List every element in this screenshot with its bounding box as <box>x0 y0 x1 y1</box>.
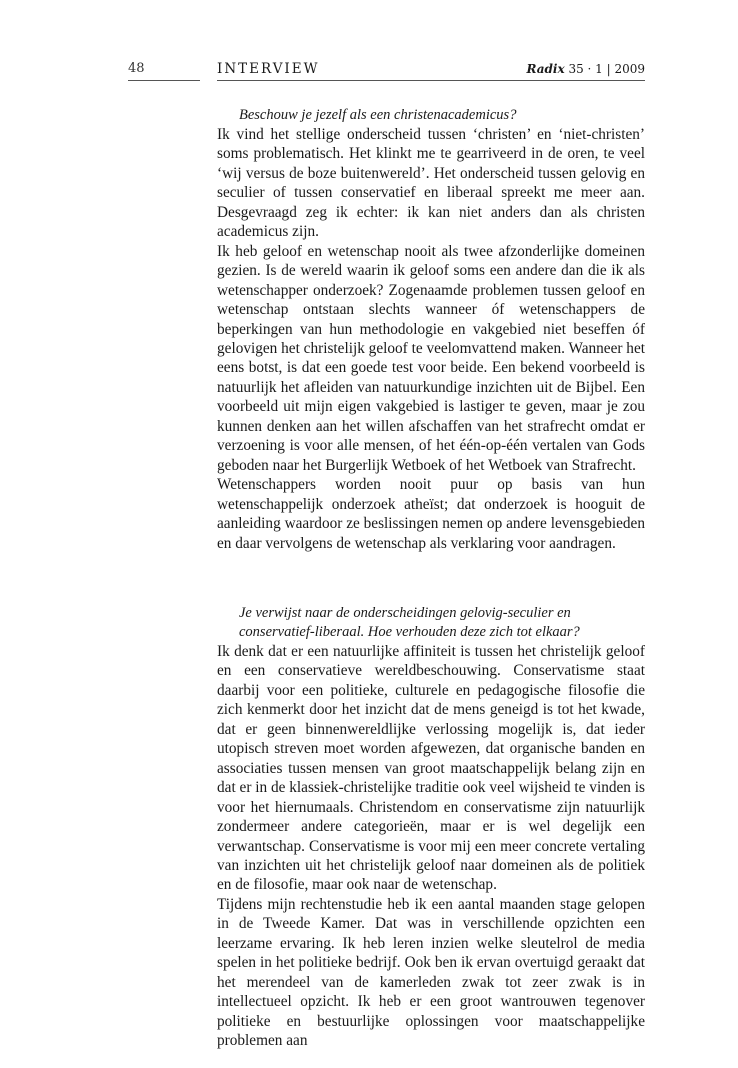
article-body <box>217 106 645 1050</box>
section-gap <box>217 569 645 588</box>
journal-info <box>526 61 645 77</box>
body-paragraph: Ik vind het stellige onderscheid tussen ‘christen’ en ‘niet-christen’ soms problematisch. Het klinkt me te gearriveerd in de oren, te veel ‘wij versus de boze buitenwereld’. Het onderscheid tussen gelovig en seculier of tussen conservatief en liberaal spreekt me meer aan. Desgevraagd zeg ik echter: ik kan niet anders dan als christen academicus zijn. <box>217 126 645 241</box>
page-number: 48 <box>128 61 200 81</box>
interview-question: Beschouw je jezelf als een christenacademicus? <box>239 107 517 123</box>
section-label: INTERVIEW <box>217 61 320 77</box>
body-paragraph: Ik heb geloof en wetenschap nooit als twee afzonderlijke domeinen gezien. Is de wereld waarin ik geloof soms een andere dan die ik als wetenschapper onderzoek? Zogenaamde problemen tussen geloof en wetenschap ontstaan slechts wanneer óf wetenschappers de beperkingen van hun methodologie en vakgebied niet beseffen óf gelovigen het christelijk geloof te veelomvattend maken. Wanneer het eens botst, is dat een goede test voor beide. Een bekend voorbeeld is natuurlijk het afleiden van natuurkundige inzichten uit de Bijbel. Een voorbeeld uit mijn eigen vakgebied is lastiger te geven, maar je zou kunnen denken aan het willen afschaffen van het strafrecht omdat er verzoening is voor alle mensen, of het één-op-één vertalen van Gods geboden naar het Burgerlijk Wetboek of het Wetboek van Strafrecht. <box>217 242 645 474</box>
body-paragraph: Ik denk dat er een natuurlijke affiniteit is tussen het christelijk geloof en een conservatieve wereldbeschouwing. Conservatisme staat daarbij voor een politieke, culturele en pedagogische filosofie die zich kenmerkt door het inzicht dat de mens geneigd is tot het kwade, dat er geen binnenwereldlijke verlossing mogelijk is, dat ieder utopisch streven moet worden afgewezen, dat organische banden en associaties tussen mensen van groot maatschappelijk belang zijn en dat er in de klassiek-christelijke traditie ook veel wijsheid te vinden is voor het hiernumaals. Christendom en conservatisme zijn natuurlijk zondermeer andere categorieën, maar er is wel degelijk een verwantschap. Conservatisme is voor mij een meer concrete vertaling van inzichten uit het christelijk geloof naar domeinen als de politiek en de filosofie, maar ook naar de wetenschap. <box>217 642 645 894</box>
journal-name: Radix <box>526 62 565 76</box>
running-header <box>217 61 645 81</box>
body-paragraph: Wetenschappers worden nooit puur op basis van hun wetenschappelijk onderzoek atheïst; dat onderzoek is hooguit de aanleiding waardoor ze beslissingen nemen op andere levensgebieden en daar vervolgens de wetenschap als verklaring voor aandragen. <box>217 476 645 552</box>
journal-issue: 35 · 1 | 2009 <box>568 62 645 76</box>
interview-question: Je verwijst naar de onderscheidingen gelovig-seculier en conservatief-liberaal. Hoe verhouden deze zich tot elkaar? <box>239 604 580 640</box>
body-paragraph: Tijdens mijn rechtenstudie heb ik een aantal maanden stage gelopen in de Tweede Kamer. Dat was in verschillende opzichten een leerzame ervaring. Ik heb leren inzien welke sleutelrol de media spelen in het politieke bedrijf. Ook ben ik ervan overtuigd geraakt dat het merendeel van de kamerleden zwak tot zeer zwak is in intellectueel opzicht. Ik heb er een groot wantrouwen tegenover politieke en bestuurlijke oplossingen voor maatschappelijke problemen aan <box>217 895 645 1050</box>
